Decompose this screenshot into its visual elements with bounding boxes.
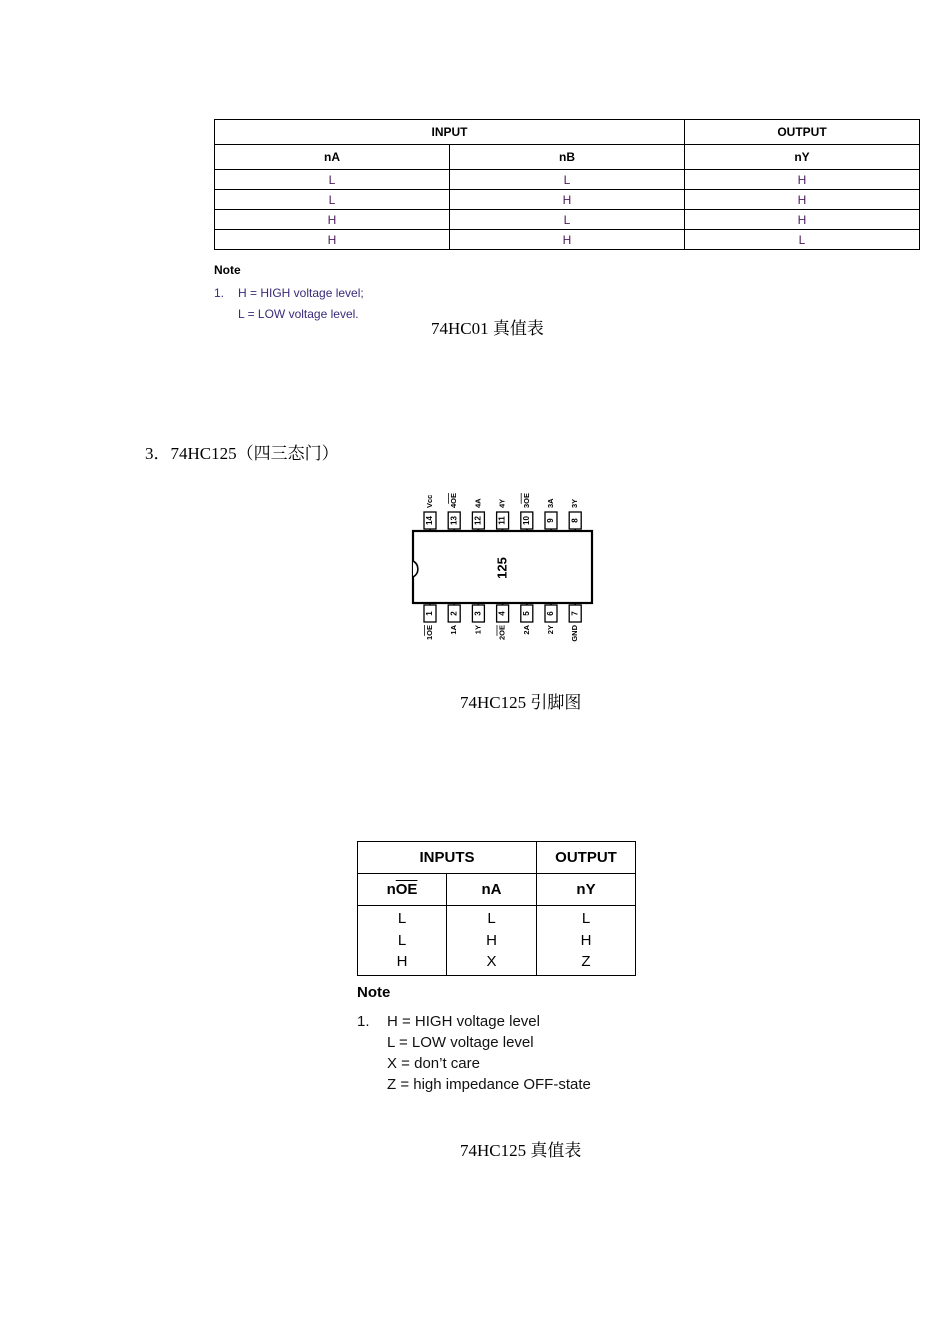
pin-name-oe: OE bbox=[521, 492, 531, 504]
column-na-values bbox=[447, 906, 537, 976]
note-number: 1. bbox=[357, 1013, 370, 1030]
table-cell: L bbox=[215, 170, 450, 190]
table-row bbox=[215, 170, 920, 190]
column-header-nb: nB bbox=[450, 145, 685, 170]
pin-number: 8 bbox=[570, 518, 580, 523]
pin-14 bbox=[424, 495, 436, 531]
note-line: X = don’t care bbox=[387, 1055, 480, 1072]
table-cell: L bbox=[215, 190, 450, 210]
table-row bbox=[215, 210, 920, 230]
caption-74hc125-truth-table: 74HC125 真值表 bbox=[460, 1141, 582, 1160]
header-oe-prefix: n bbox=[386, 881, 396, 898]
column-header-noe bbox=[358, 874, 447, 906]
caption-74hc01-truth-table: 74HC01 真值表 bbox=[431, 319, 544, 338]
table-cell: H bbox=[685, 210, 920, 230]
pin-name: 1A bbox=[449, 625, 459, 635]
pin-name-oe: OE bbox=[449, 492, 459, 504]
pin-number: 6 bbox=[546, 611, 556, 616]
pin-1 bbox=[424, 603, 436, 640]
pin-3 bbox=[472, 603, 484, 634]
table-cell: L bbox=[397, 931, 407, 949]
table-cell: H bbox=[580, 931, 592, 949]
pin-name: 3A bbox=[545, 498, 555, 508]
column-header-na: nA bbox=[447, 874, 537, 906]
pin-name: 2Y bbox=[545, 625, 555, 635]
table-cell: H bbox=[450, 230, 685, 250]
pin-number: 5 bbox=[521, 611, 531, 616]
pin-6 bbox=[545, 603, 557, 634]
pin-number: 12 bbox=[473, 516, 483, 525]
table-cell: L bbox=[397, 910, 407, 927]
pin-name-prefix: 3 bbox=[521, 503, 531, 508]
pin-number: 2 bbox=[449, 611, 459, 616]
table-row bbox=[215, 230, 920, 250]
table-cell: L bbox=[685, 230, 920, 250]
table-cell: H bbox=[450, 190, 685, 210]
pin-12 bbox=[472, 498, 484, 531]
section-heading: 3．74HC125（四三态门） bbox=[145, 444, 339, 463]
column-ny-values bbox=[537, 906, 636, 976]
column-header-na: nA bbox=[215, 145, 450, 170]
pin-name: Vcc bbox=[424, 494, 434, 508]
group-header-inputs: INPUTS bbox=[358, 842, 537, 874]
caption-74hc125-pinout: 74HC125 引脚图 bbox=[460, 693, 582, 712]
pin-name-prefix: 4 bbox=[449, 503, 459, 508]
pin-number: 4 bbox=[497, 611, 507, 616]
pin-10 bbox=[521, 493, 533, 531]
chip-label: 125 bbox=[494, 557, 510, 579]
pin-name: 1Y bbox=[473, 625, 483, 635]
table-cell: L bbox=[450, 170, 685, 190]
truth-table-74hc01 bbox=[214, 119, 920, 250]
table-cell: H bbox=[396, 953, 408, 970]
pin-name-prefix: 2 bbox=[497, 635, 507, 641]
group-header-input: INPUT bbox=[215, 120, 685, 145]
truth-table-74hc125 bbox=[357, 841, 636, 976]
table-cell: H bbox=[685, 170, 920, 190]
note-line: Z = high impedance OFF-state bbox=[387, 1076, 591, 1093]
table-cell: H bbox=[215, 210, 450, 230]
table-cell: H bbox=[486, 931, 497, 949]
pin-7 bbox=[569, 603, 581, 642]
pin-name: 4Y bbox=[497, 498, 507, 508]
pin-name: 2A bbox=[521, 625, 531, 635]
pin-name: GND bbox=[570, 625, 580, 642]
pin-number: 10 bbox=[521, 516, 531, 525]
note-title: Note bbox=[357, 984, 391, 1001]
pin-number: 14 bbox=[425, 516, 435, 525]
table-row bbox=[215, 190, 920, 210]
pin-number: 9 bbox=[546, 518, 556, 523]
pinout-diagram-74hc125 bbox=[405, 484, 600, 650]
note-number: 1. bbox=[214, 286, 225, 300]
table-cell: L bbox=[487, 910, 496, 927]
column-noe-values bbox=[358, 906, 447, 976]
pin-number: 7 bbox=[570, 611, 580, 616]
table-cell: L bbox=[581, 910, 591, 927]
pin-number: 1 bbox=[425, 611, 435, 616]
pin-name-oe: OE bbox=[497, 625, 507, 636]
note-line: L = LOW voltage level. bbox=[238, 307, 359, 321]
note-line: H = HIGH voltage level; bbox=[238, 286, 364, 300]
pin-name bbox=[522, 493, 531, 508]
pin-8 bbox=[569, 499, 581, 531]
table-cell: X bbox=[486, 953, 497, 970]
pin-4 bbox=[497, 603, 509, 640]
pin-13 bbox=[448, 493, 460, 531]
table-cell: H bbox=[215, 230, 450, 250]
table-cell: H bbox=[685, 190, 920, 210]
group-header-output: OUTPUT bbox=[537, 842, 636, 874]
pin-number: 3 bbox=[473, 611, 483, 616]
column-header-ny: nY bbox=[685, 145, 920, 170]
pin-name bbox=[425, 625, 434, 640]
pin-name: 3Y bbox=[570, 498, 580, 508]
pin-5 bbox=[521, 603, 533, 635]
pin-9 bbox=[545, 498, 557, 531]
pin-11 bbox=[497, 499, 509, 531]
column-header-ny: nY bbox=[537, 874, 636, 906]
pin-name-oe: OE bbox=[424, 625, 434, 636]
pin-name-prefix: 1 bbox=[424, 635, 434, 641]
pin-2 bbox=[448, 603, 460, 635]
pin-number: 13 bbox=[449, 516, 459, 525]
pin-number: 11 bbox=[497, 516, 507, 525]
group-header-output: OUTPUT bbox=[685, 120, 920, 145]
pin-name bbox=[449, 493, 458, 508]
note-title: Note bbox=[214, 263, 241, 277]
pin-name bbox=[498, 625, 507, 640]
table-cell: L bbox=[450, 210, 685, 230]
note-line: L = LOW voltage level bbox=[387, 1034, 534, 1051]
table-cell: Z bbox=[581, 953, 591, 970]
pin-name: 4A bbox=[473, 498, 483, 508]
header-oe-bar: $\overline{OE}$ bbox=[395, 881, 418, 898]
note-line: H = HIGH voltage level bbox=[387, 1013, 540, 1030]
